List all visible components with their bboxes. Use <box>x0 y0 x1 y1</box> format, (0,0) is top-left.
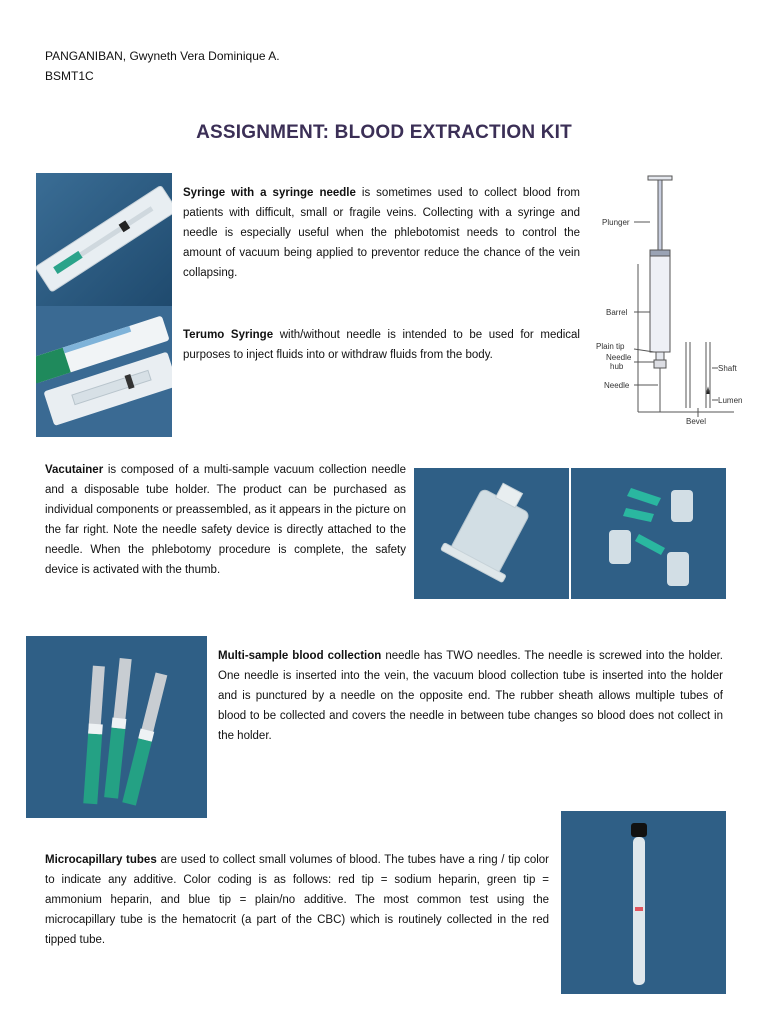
label-needle-hub-line1: Needle <box>606 353 632 362</box>
vacutainer-text: is composed of a multi-sample vacuum collection needle and a disposable tube holder. The product can be purchased as individual components or preassembled, as it appears in the picture on the far right. Note the needle safety device is directly attached to the needle. When the phlebotomy procedure is complete, the safety device is activated with the thumb. <box>45 464 406 576</box>
label-plain-tip: Plain tip <box>596 342 625 351</box>
label-needle-hub-line2: hub <box>610 362 624 371</box>
terumo-term: Terumo Syringe <box>183 329 274 341</box>
label-shaft: Shaft <box>718 364 737 373</box>
needle-safety-device-photo <box>571 468 726 599</box>
terumo-text: with/without needle is intended to be used for medical purposes to inject fluids into or withdraw fluids from the body. <box>183 329 580 361</box>
student-section: BSMT1C <box>45 69 94 83</box>
microcapillary-tube-photo <box>561 811 726 994</box>
microcapillary-term: Microcapillary tubes <box>45 854 157 866</box>
label-bevel: Bevel <box>686 417 707 426</box>
microcapillary-text: are used to collect small volumes of blood. The tubes have a ring / tip color to indicate any additive. Color coding is as follows: red tip = sodium heparin, green tip = ammonium heparin, and blue tip = plain/no additive. The most common test using the microcapillary tube is the hematocrit (a part of the CBC) which is routinely collected in the red tipped tube. <box>45 854 549 946</box>
syringe-diagram <box>594 172 742 430</box>
syringe-description <box>183 183 580 283</box>
syringe-text: is sometimes used to collect blood from patients with difficult, small or fragile veins. Collecting with a syringe and needle is especially useful when the phlebotomist needs to control the amount of vacuum being applied to preventor reduce the chance of the vein collapsing. <box>183 187 580 279</box>
microcapillary-description <box>45 850 549 950</box>
multi-sample-description <box>218 646 723 746</box>
terumo-syringe-photo <box>36 306 172 437</box>
multi-sample-text: needle has TWO needles. The needle is screwed into the holder. One needle is inserted into the vein, the vacuum blood collection tube is inserted into the holder and is punctured by a needle on the opposite end. The rubber sheath allows multiple tubes of blood to be collected and covers the needle in between tube changes so blood does not collect in the holder. <box>218 650 723 742</box>
label-lumen: Lumen <box>718 396 742 405</box>
syringe-term: Syringe with a syringe needle <box>183 187 356 199</box>
student-name: PANGANIBAN, Gwyneth Vera Dominique A. <box>45 49 280 63</box>
label-barrel: Barrel <box>606 308 628 317</box>
label-plunger: Plunger <box>602 218 630 227</box>
syringe-package-photo <box>36 173 172 306</box>
vacutainer-description <box>45 460 406 580</box>
terumo-description <box>183 325 580 365</box>
multi-sample-needles-photo <box>26 636 207 818</box>
tube-holder-photo <box>414 468 569 599</box>
multi-sample-term: Multi-sample blood collection <box>218 650 382 662</box>
vacutainer-term: Vacutainer <box>45 464 104 476</box>
label-needle: Needle <box>604 381 630 390</box>
page-title: ASSIGNMENT: BLOOD EXTRACTION KIT <box>196 122 572 143</box>
